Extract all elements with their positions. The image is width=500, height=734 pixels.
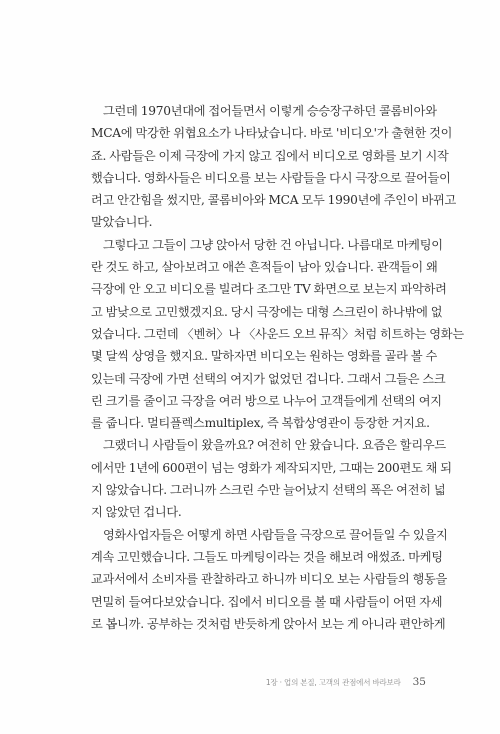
body-text: [91, 100, 464, 635]
paragraph-line: 몇 달씩 상영을 했지요. 말하자면 비디오는 원하는 영화를 골라 볼 수: [91, 349, 437, 364]
paragraph-line: 린 크기를 줄이고 극장을 여러 방으로 나누어 고객들에게 선택의 여지: [91, 393, 442, 408]
paragraph-line: 극장에 안 오고 비디오를 빌려다 조그만 TV 화면으로 보는지 파악하려: [91, 282, 447, 297]
paragraph-line: 있는데 극장에 가면 선택의 여지가 없었던 겁니다. 그래서 그들은 스크: [91, 371, 446, 386]
paragraph-line: 로 봅니까. 공부하는 것처럼 반듯하게 앉아서 보는 게 아니라 편안하게: [91, 616, 446, 631]
paragraph-line: 를 줍니다. 멀티플렉스multiplex, 즉 복합상영관이 등장한 거지요.: [91, 416, 430, 431]
paragraph-line: 했습니다. 영화사들은 비디오를 보는 사람들을 다시 극장으로 끌어들이: [91, 170, 451, 185]
paragraph-line: 란 것도 하고, 살아보려고 애쓴 흔적들이 남아 있습니다. 관객들이 왜: [91, 260, 438, 275]
paragraph-line: 에서만 1년에 600편이 넘는 영화가 제작되지만, 그때는 200편도 채 되: [91, 460, 452, 475]
paragraph-line: 지 않았습니다. 그러니까 스크린 수만 늘어났지 선택의 폭은 여전히 넓: [91, 483, 446, 498]
paragraph-line: 지 않았던 겁니다.: [91, 505, 182, 520]
paragraph-line: 그랬더니 사람들이 왔을까요? 여전히 안 왔습니다. 요즘은 할리우드: [103, 438, 446, 453]
paragraph-line: 면밀히 들여다보았습니다. 집에서 비디오를 볼 때 사람들이 어떤 자세: [91, 594, 443, 609]
paragraph-line: 었습니다. 그런데 〈벤허〉나 〈사운드 오브 뮤직〉처럼 히트하는 영화는: [91, 326, 464, 341]
paragraph-line: 죠. 사람들은 이제 극장에 가지 않고 집에서 비디오로 영화를 보기 시작: [91, 148, 449, 163]
running-head: 1장 · 업의 본질, 고객의 관점에서 바라보라: [265, 678, 401, 687]
paragraph-line: MCA에 막강한 위협요소가 나타났습니다. 바로 '비디오'가 출현한 것이: [91, 126, 453, 141]
paragraph-line: 그렇다고 그들이 그냥 앉아서 당한 건 아닙니다. 나름대로 마케팅이: [103, 237, 443, 252]
paragraph-line: 말았습니다.: [91, 215, 153, 230]
paragraph-line: 그런데 1970년대에 접어들면서 이렇게 승승장구하던 콜롬비아와: [103, 104, 437, 118]
paragraph-line: 영화사업자들은 어떻게 하면 사람들을 극장으로 끌어들일 수 있을지: [103, 527, 448, 542]
page-footer: [266, 676, 426, 688]
paragraph-line: 려고 안간힘을 썼지만, 콜롬비아와 MCA 모두 1990년에 주인이 바뀌고: [91, 193, 457, 208]
paragraph-line: 고 밤낮으로 고민했겠지요. 당시 극장에는 대형 스크린이 하나밖에 없: [91, 304, 443, 319]
paragraph-line: 계속 고민했습니다. 그들도 마케팅이라는 것을 해보려 애썼죠. 마케팅: [91, 549, 443, 564]
paragraph-line: 교과서에서 소비자를 관찰하라고 하니까 비디오 보는 사람들의 행동을: [91, 572, 448, 587]
page-number: 35: [412, 676, 426, 688]
